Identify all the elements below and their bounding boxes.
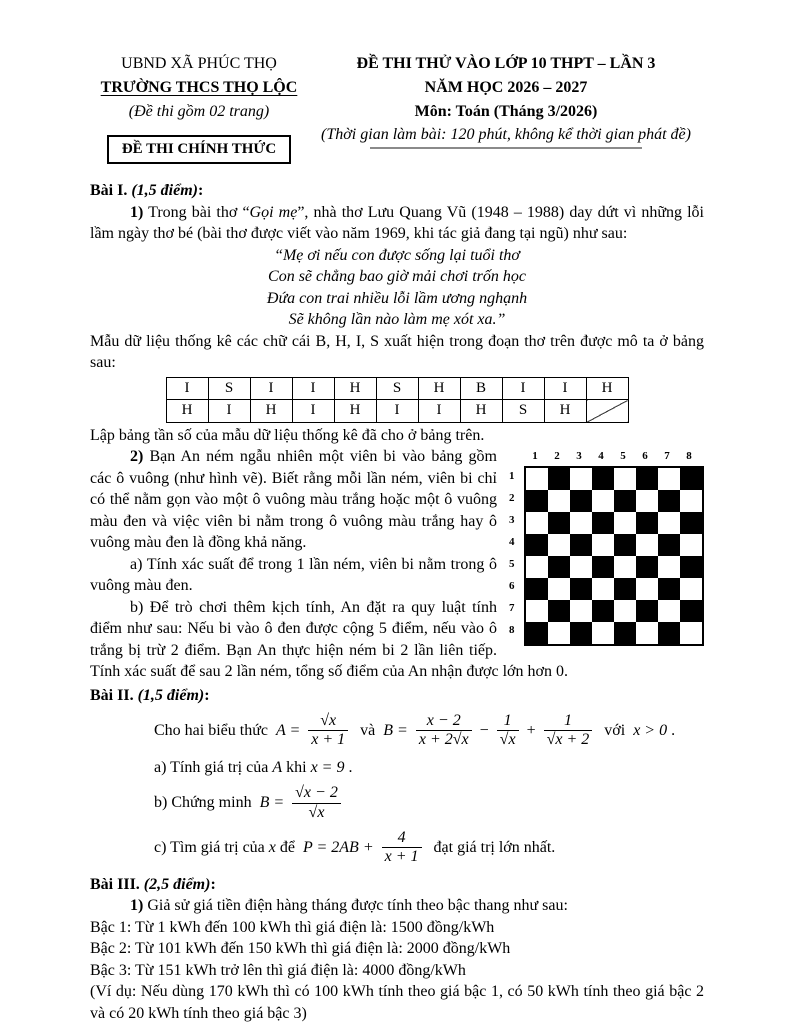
board-cell <box>570 468 592 490</box>
letter-cell: I <box>250 377 292 400</box>
tier-line-2: Bậc 2: Từ 101 kWh đến 150 kWh thì giá điện là: 2000 đồng/kWh <box>90 940 511 958</box>
board-cell <box>614 534 636 556</box>
fraction-B-result: $\frac{√x - 2}{√x}$ <box>292 784 341 822</box>
board-cell <box>548 622 570 644</box>
bai3-q1-paragraph: 1) Giả sử giá tiền điện hàng tháng được tính theo bậc thang như sau: <box>130 897 568 915</box>
letter-cell: H <box>544 400 586 423</box>
letter-cell: S <box>502 400 544 423</box>
board-cell <box>570 512 592 534</box>
letter-cell: H <box>166 400 208 423</box>
fraction-B3: $\frac{1}{√x + 2}$ <box>544 712 593 750</box>
tier-line-3: Bậc 3: Từ 151 kWh trở lên thì giá điện là: 4000 đồng/kWh <box>90 961 466 979</box>
board-row-label: 4 <box>509 536 515 549</box>
bai1-q2b-paragraph: b) Để trò chơi thêm kịch tính, An đặt ra quy luật tính điểm như sau: Nếu bi vào ô đen được cộng 5 điểm, nếu vào ô trắng bị trừ 2 điểm. Bạn An thực hiện ném bi 2 lần liên tiếp. Tính xác suất để sau 2 lần ném, tổng số điểm của An nhận được lớn hơn 0. <box>90 598 568 680</box>
board-cell <box>592 556 614 578</box>
letter-cell: H <box>460 400 502 423</box>
board-cell <box>526 578 548 600</box>
board-cell <box>592 600 614 622</box>
bai1-heading: Bài I. (1,5 điểm): <box>90 182 204 199</box>
letter-cell: I <box>208 400 250 423</box>
board-cell <box>570 534 592 556</box>
board-cell <box>570 490 592 512</box>
school-name: TRƯỜNG THCS THỌ LỘC <box>100 79 298 96</box>
board-cell <box>636 556 658 578</box>
board-cell <box>636 600 658 622</box>
board-column-labels <box>524 449 704 466</box>
fraction-P: $\frac{4}{x + 1}$ <box>382 829 422 867</box>
poem-line: Sẽ không lần nào làm mẹ xót xa.” <box>288 311 506 328</box>
board-row-label: 8 <box>509 624 515 637</box>
board-cell <box>570 556 592 578</box>
board-col-label: 3 <box>576 450 582 462</box>
board-cell <box>570 600 592 622</box>
board-cell <box>680 490 702 512</box>
bai2-b-line: b) Chứng minh B = $\frac{√x - 2}{√x}$ <box>90 784 704 822</box>
board-cell <box>526 600 548 622</box>
header-right-block <box>308 52 704 164</box>
board-cell <box>592 490 614 512</box>
board-row-label: 7 <box>509 602 515 615</box>
letter-cell: H <box>250 400 292 423</box>
board-row-label: 6 <box>509 580 515 593</box>
bai2-a-line: a) Tính giá trị của A khi x = 9 . <box>154 758 353 776</box>
letter-cell: I <box>376 400 418 423</box>
letter-cell: I <box>418 400 460 423</box>
freq-task-paragraph: Lập bảng tần số của mẫu dữ liệu thống kê đã cho ở bảng trên. <box>90 426 485 444</box>
board-cell <box>636 578 658 600</box>
board-row-label: 1 <box>509 470 515 483</box>
board-cell <box>658 556 680 578</box>
board-col-label: 6 <box>642 450 648 462</box>
letter-cell: B <box>460 377 502 400</box>
board-cell <box>636 512 658 534</box>
letter-cell: I <box>292 377 334 400</box>
letter-cell: S <box>208 377 250 400</box>
letter-cell: S <box>376 377 418 400</box>
school-year: NĂM HỌC 2026 – 2027 <box>424 79 588 96</box>
official-exam-stamp: ĐỀ THI CHÍNH THỨC <box>107 135 291 164</box>
board-cell <box>526 490 548 512</box>
board-cell <box>658 490 680 512</box>
sample-intro-paragraph: Mẫu dữ liệu thống kê các chữ cái B, H, I, S xuất hiện trong đoạn thơ trên được mô ta ở bảng sau: <box>90 332 704 371</box>
bai3-heading: Bài III. (2,5 điểm): <box>90 875 216 893</box>
board-cell <box>636 534 658 556</box>
board-cell <box>680 468 702 490</box>
board-cell <box>592 622 614 644</box>
letter-cell: H <box>334 400 376 423</box>
board-cell <box>526 512 548 534</box>
subject-line: Môn: Toán (Tháng 3/2026) <box>414 103 598 120</box>
board-cell <box>680 512 702 534</box>
board-cell <box>614 512 636 534</box>
checkerboard-figure <box>509 449 704 646</box>
board-cell <box>526 556 548 578</box>
letter-cell: H <box>334 377 376 400</box>
board-cell <box>636 622 658 644</box>
board-cell <box>526 622 548 644</box>
letter-cell <box>586 400 628 423</box>
board-col-label: 2 <box>554 450 560 462</box>
letter-frequency-table <box>166 377 629 423</box>
poem-block <box>90 245 704 331</box>
bai1-q1-paragraph: 1) Trong bài thơ “Gọi mẹ”, nhà thơ Lưu Quang Vũ (1948 – 1988) day dứt vì những lỗi lầm ngày thơ bé (bài thơ được viết vào năm 1969, khi tác giả đang tại ngũ) như sau: <box>90 203 705 242</box>
board-cell <box>614 490 636 512</box>
board-cell <box>658 578 680 600</box>
bai2-expressions-line: Cho hai biểu thức A = $\frac{√x}{x + 1}$ và B = $\frac{x - 2}{x + 2√x}$ − $\frac{1}{√x}$ + $\frac{1}{√x + 2}$ với x > 0 . <box>154 712 676 749</box>
board-row-label: 3 <box>509 514 515 527</box>
board-cell <box>658 600 680 622</box>
board-cell <box>636 468 658 490</box>
letter-cell: H <box>418 377 460 400</box>
board-cell <box>680 534 702 556</box>
bai1-q2-block <box>90 446 704 683</box>
poem-line: Con sẽ chẳng bao giờ mải chơi trốn học <box>268 268 526 285</box>
board-cell <box>636 490 658 512</box>
header-divider-rule <box>370 147 642 149</box>
tier-line-1: Bậc 1: Từ 1 kWh đến 100 kWh thì giá điện là: 1500 đồng/kWh <box>90 918 495 936</box>
board-cell <box>680 622 702 644</box>
exam-title: ĐỀ THI THỬ VÀO LỚP 10 THPT – LẦN 3 <box>356 55 656 72</box>
board-cell <box>614 468 636 490</box>
board-cell <box>548 512 570 534</box>
board-cell <box>614 556 636 578</box>
board-col-label: 8 <box>686 450 692 462</box>
board-col-label: 5 <box>620 450 626 462</box>
board-row-label: 5 <box>509 558 515 571</box>
board-cell <box>614 622 636 644</box>
bai2-heading: Bài II. (1,5 điểm): <box>90 686 210 704</box>
fraction-A: $\frac{√x}{x + 1}$ <box>308 712 348 750</box>
board-cell <box>548 490 570 512</box>
letter-cell: I <box>292 400 334 423</box>
board-row-labels <box>509 466 524 646</box>
board-cell <box>614 578 636 600</box>
letter-cell: H <box>586 377 628 400</box>
board-cell <box>592 512 614 534</box>
board-cell <box>526 468 548 490</box>
bai1-q2a-paragraph: a) Tính xác suất để trong 1 lần ném, viên bi nằm trong ô vuông màu đen. <box>90 555 497 594</box>
letter-cell: I <box>502 377 544 400</box>
board-cell <box>570 578 592 600</box>
board-cell <box>548 600 570 622</box>
board-col-label: 7 <box>664 450 670 462</box>
board-cell <box>658 468 680 490</box>
board-grid <box>524 466 704 646</box>
fraction-B1: $\frac{x - 2}{x + 2√x}$ <box>416 712 472 750</box>
poem-line: “Mẹ ơi nếu con được sống lại tuổi thơ <box>274 246 520 264</box>
board-cell <box>680 578 702 600</box>
board-cell <box>614 600 636 622</box>
board-cell <box>592 468 614 490</box>
header-left-block <box>90 52 308 164</box>
board-cell <box>680 600 702 622</box>
board-cell <box>658 512 680 534</box>
pages-note: (Đề thi gồm 02 trang) <box>128 103 270 120</box>
board-cell <box>658 534 680 556</box>
board-cell <box>592 534 614 556</box>
poem-line: Đứa con trai nhiều lỗi lầm ương nghạnh <box>266 289 528 307</box>
letter-cell: I <box>166 377 208 400</box>
board-cell <box>680 556 702 578</box>
exam-header <box>90 52 704 164</box>
board-cell <box>548 468 570 490</box>
board-col-label: 4 <box>598 450 604 462</box>
bai2-c-line: c) Tìm giá trị của x để P = 2AB + $\frac{4}{x + 1}$ đạt giá trị lớn nhất. <box>154 829 556 866</box>
board-cell <box>548 578 570 600</box>
board-cell <box>548 534 570 556</box>
board-cell <box>570 622 592 644</box>
fraction-B2: $\frac{1}{√x}$ <box>497 712 519 750</box>
bai1-q2-paragraph: 2) Bạn An ném ngẫu nhiên một viên bi vào bảng gồm các ô vuông (như hình vẽ). Biết rằng mỗi lần ném, viên bi chỉ có thể nằm gọn vào một ô vuông màu trắng hoặc một ô vuông màu đen và việc viên bi nằm trong ô vuông màu trắng hay ô vuông màu đen là đồng khả năng. <box>90 448 497 551</box>
board-cell <box>548 556 570 578</box>
org-name: UBND XÃ PHÚC THỌ <box>121 55 277 72</box>
poem-title: Gọi mẹ <box>249 203 298 221</box>
board-row-label: 2 <box>509 492 515 505</box>
example-paragraph: (Ví dụ: Nếu dùng 170 kWh thì có 100 kWh tính theo giá bậc 1, có 50 kWh tính theo giá bậc 2 và có 20 kWh tính theo giá bậc 3) <box>90 983 704 1022</box>
board-cell <box>592 578 614 600</box>
time-note: (Thời gian làm bài: 120 phút, không kể thời gian phát đề) <box>321 126 691 143</box>
board-cell <box>526 534 548 556</box>
board-cell <box>658 622 680 644</box>
board-col-label: 1 <box>532 450 538 462</box>
letter-cell: I <box>544 377 586 400</box>
